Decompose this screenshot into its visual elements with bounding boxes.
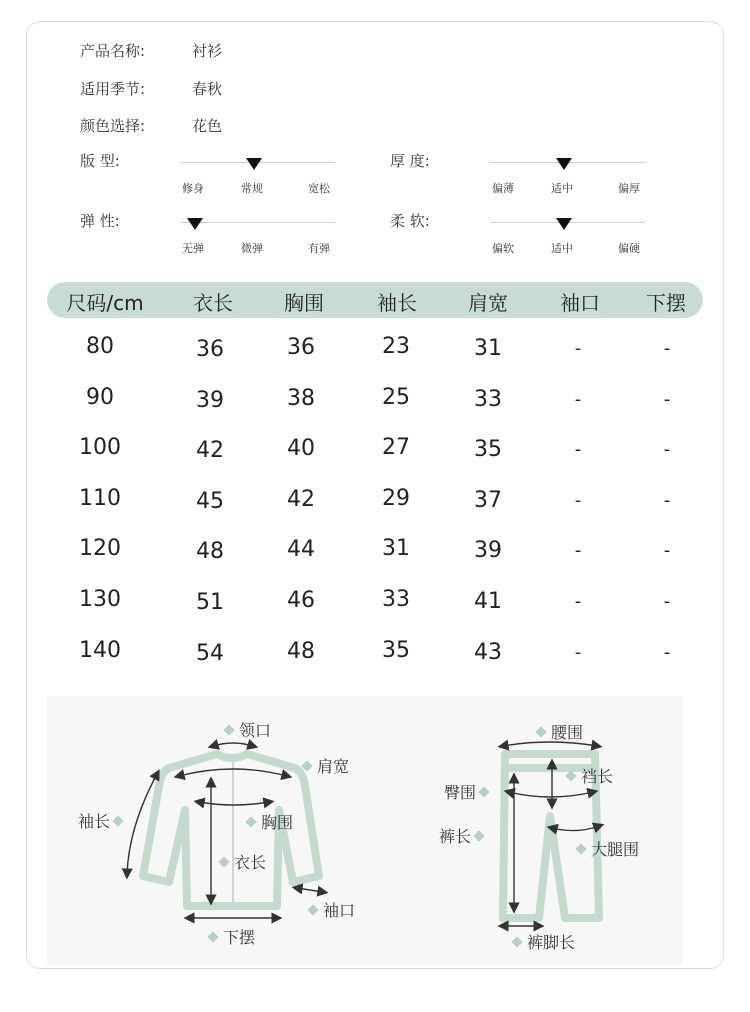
diamond-icon [223, 724, 234, 735]
table-row [0, 435, 750, 475]
fit-option-1: 修身 [182, 182, 204, 195]
table-row [0, 385, 750, 425]
header-hem: 下摆 [646, 291, 686, 315]
product-name-label: 产品名称: [80, 42, 146, 60]
elasticity-marker-icon [187, 218, 203, 230]
softness-option-3: 偏硬 [618, 242, 640, 255]
garment-illustration [47, 696, 683, 966]
table-row [0, 536, 750, 576]
color-row [80, 115, 222, 136]
season-row [80, 78, 222, 99]
elasticity-track [180, 222, 335, 255]
label-thigh: 大腿围 [573, 837, 639, 860]
elasticity-label: 弹 性: [80, 212, 120, 230]
cell-chest: 44 [287, 537, 315, 562]
color-value: 花色 [192, 117, 223, 135]
product-name-row [80, 40, 222, 61]
diamond-icon [301, 760, 312, 771]
cell-size: 140 [79, 638, 121, 663]
cell-sleeve: 25 [382, 385, 410, 410]
label-hem: 下摆 [205, 925, 255, 948]
cell-sleeve: 33 [382, 587, 410, 612]
cell-length: 36 [196, 337, 224, 362]
table-row [0, 486, 750, 526]
header-cuff: 袖口 [560, 291, 600, 315]
cell-size: 100 [79, 435, 121, 460]
diamond-icon [218, 856, 229, 867]
table-row [0, 638, 750, 678]
fit-track [180, 162, 335, 195]
cell-size: 120 [79, 536, 121, 561]
cell-shoulder: 37 [474, 488, 502, 513]
cell-cuff: - [574, 642, 582, 663]
header-size: 尺码/cm [66, 291, 144, 315]
label-rise: 裆长 [563, 764, 613, 787]
diamond-icon [307, 904, 318, 915]
diamond-icon [565, 770, 576, 781]
header-shoulder: 肩宽 [468, 291, 508, 315]
thickness-option-1: 偏薄 [492, 182, 514, 195]
cell-hem: - [663, 439, 671, 460]
fit-marker-icon [246, 158, 262, 170]
cell-shoulder: 41 [474, 589, 502, 614]
cell-length: 42 [196, 438, 224, 463]
thickness-label: 厚 度: [390, 152, 430, 170]
season-value: 春秋 [192, 80, 223, 98]
cell-sleeve: 35 [382, 638, 410, 663]
header-sleeve: 袖长 [377, 291, 417, 315]
diamond-icon [511, 936, 522, 947]
thickness-marker-icon [556, 158, 572, 170]
cell-shoulder: 33 [474, 387, 502, 412]
cell-cuff: - [574, 490, 582, 511]
diamond-icon [245, 816, 256, 827]
fit-label: 版 型: [80, 152, 120, 170]
diamond-icon [473, 830, 484, 841]
cell-chest: 36 [287, 335, 315, 360]
cell-hem: - [663, 490, 671, 511]
cell-cuff: - [574, 591, 582, 612]
label-leg-opening: 裤脚长 [509, 930, 575, 953]
cell-hem: - [663, 338, 671, 359]
fit-option-3: 宽松 [308, 182, 330, 195]
thickness-track [490, 162, 645, 195]
cell-shoulder: 35 [474, 437, 502, 462]
cell-hem: - [663, 591, 671, 612]
elasticity-option-1: 无弹 [182, 242, 204, 255]
product-name-value: 衬衫 [192, 42, 223, 60]
label-hip: 臀围 [444, 780, 494, 803]
label-pants-length: 裤长 [439, 824, 489, 847]
header-chest: 胸围 [284, 291, 324, 315]
label-waist: 腰围 [533, 720, 583, 743]
softness-option-1: 偏软 [492, 242, 514, 255]
measurement-diagram [47, 696, 683, 966]
cell-length: 45 [196, 489, 224, 514]
softness-option-2: 适中 [551, 242, 573, 255]
cell-cuff: - [574, 338, 582, 359]
diamond-icon [207, 931, 218, 942]
season-label: 适用季节: [80, 80, 146, 98]
size-table-header [47, 282, 703, 318]
thickness-option-2: 适中 [551, 182, 573, 195]
softness-label: 柔 软: [390, 212, 430, 230]
label-sleeve: 袖长 [78, 809, 128, 832]
table-row [0, 334, 750, 374]
label-chest: 胸围 [243, 810, 293, 833]
cell-size: 80 [86, 334, 114, 359]
label-collar: 领口 [221, 718, 271, 741]
header-length: 衣长 [193, 291, 233, 315]
cell-sleeve: 27 [382, 435, 410, 460]
cell-size: 110 [79, 486, 121, 511]
label-length: 衣长 [216, 850, 266, 873]
cell-hem: - [663, 540, 671, 561]
cell-sleeve: 29 [382, 486, 410, 511]
thickness-option-3: 偏厚 [618, 182, 640, 195]
label-shoulder: 肩宽 [299, 754, 349, 777]
cell-sleeve: 23 [382, 334, 410, 359]
cell-chest: 48 [287, 639, 315, 664]
color-label: 颜色选择: [80, 117, 146, 135]
cell-chest: 46 [287, 588, 315, 613]
elasticity-option-2: 微弹 [241, 242, 263, 255]
table-row [0, 587, 750, 627]
label-cuff: 袖口 [305, 898, 355, 921]
cell-sleeve: 31 [382, 536, 410, 561]
cell-shoulder: 39 [474, 538, 502, 563]
cell-hem: - [663, 389, 671, 410]
diamond-icon [535, 726, 546, 737]
softness-track [490, 222, 645, 255]
elasticity-option-3: 有弹 [308, 242, 330, 255]
cell-length: 54 [196, 641, 224, 666]
cell-length: 48 [196, 539, 224, 564]
cell-size: 130 [79, 587, 121, 612]
diamond-icon [575, 843, 586, 854]
cell-hem: - [663, 642, 671, 663]
cell-size: 90 [86, 385, 114, 410]
cell-cuff: - [574, 439, 582, 460]
cell-length: 39 [196, 388, 224, 413]
cell-chest: 40 [287, 436, 315, 461]
softness-marker-icon [556, 218, 572, 230]
cell-chest: 38 [287, 386, 315, 411]
cell-cuff: - [574, 540, 582, 561]
cell-chest: 42 [287, 487, 315, 512]
cell-length: 51 [196, 590, 224, 615]
fit-option-2: 常规 [241, 182, 263, 195]
cell-shoulder: 43 [474, 640, 502, 665]
diamond-icon [112, 815, 123, 826]
diamond-icon [478, 786, 489, 797]
cell-shoulder: 31 [474, 336, 502, 361]
cell-cuff: - [574, 389, 582, 410]
